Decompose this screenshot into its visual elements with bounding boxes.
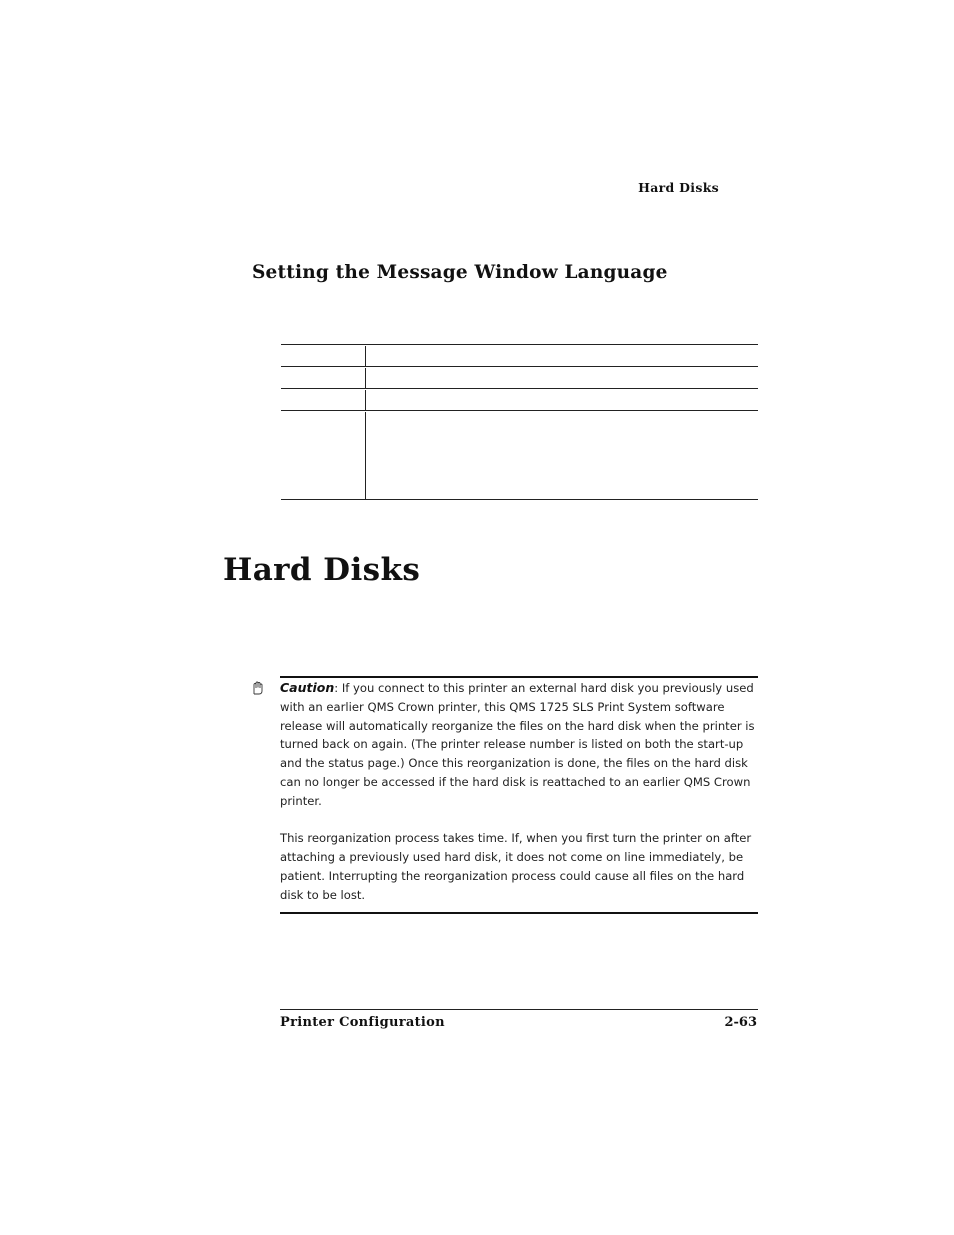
footer-section-name: Printer Configuration <box>280 1015 445 1030</box>
table-row <box>281 388 758 411</box>
table-column-divider <box>365 390 366 411</box>
table-row <box>281 366 758 389</box>
caution-paragraph-2: This reorganization process takes time. If, when you first turn the printer on after attaching a previously used hard disk, it does not come on line immediately, be patient. Interrupting the reorganization process could cause all files on the hard disk to be lost. <box>280 831 752 902</box>
table-bottom-rule <box>281 499 758 500</box>
settings-table <box>281 344 758 501</box>
footer-page-number: 2-63 <box>724 1015 757 1030</box>
caution-paragraph: Caution: If you connect to this printer an external hard disk you previously used with an earlier QMS Crown printer, this QMS 1725 SLS Print System software release will automatically reorganize the files on the hard disk when the printer is turned back on again. (The printer release number is listed on both the start-up and the status page.) Once this reorganization is done, the files on the hard disk can no longer be accessed if the hard disk is reattached to an earlier QMS Crown printer. <box>280 680 755 808</box>
caution-hand-icon <box>251 681 265 695</box>
table-row <box>281 344 758 367</box>
table-column-divider <box>365 368 366 389</box>
chapter-title: Hard Disks <box>223 552 421 588</box>
running-header: Hard Disks <box>638 180 719 195</box>
caution-label: Caution <box>280 680 335 695</box>
caution-paragraph-1: If you connect to this printer an external hard disk you previously used with an earlier QMS Crown printer, this QMS 1725 SLS Print System software release will automatically reorganize the files on the hard disk when the printer is turned back on again. (The printer release number is listed on both the start-up and the status page.) Once this reorganization is done, the files on the hard disk can no longer be accessed if the hard disk is reattached to an earlier QMS Crown printer. <box>280 681 755 808</box>
table-column-divider <box>365 412 366 500</box>
table-column-divider <box>365 346 366 367</box>
caution-text <box>280 679 758 905</box>
footer-rule <box>280 1009 758 1010</box>
table-row <box>281 410 758 500</box>
section-heading: Setting the Message Window Language <box>252 262 668 283</box>
